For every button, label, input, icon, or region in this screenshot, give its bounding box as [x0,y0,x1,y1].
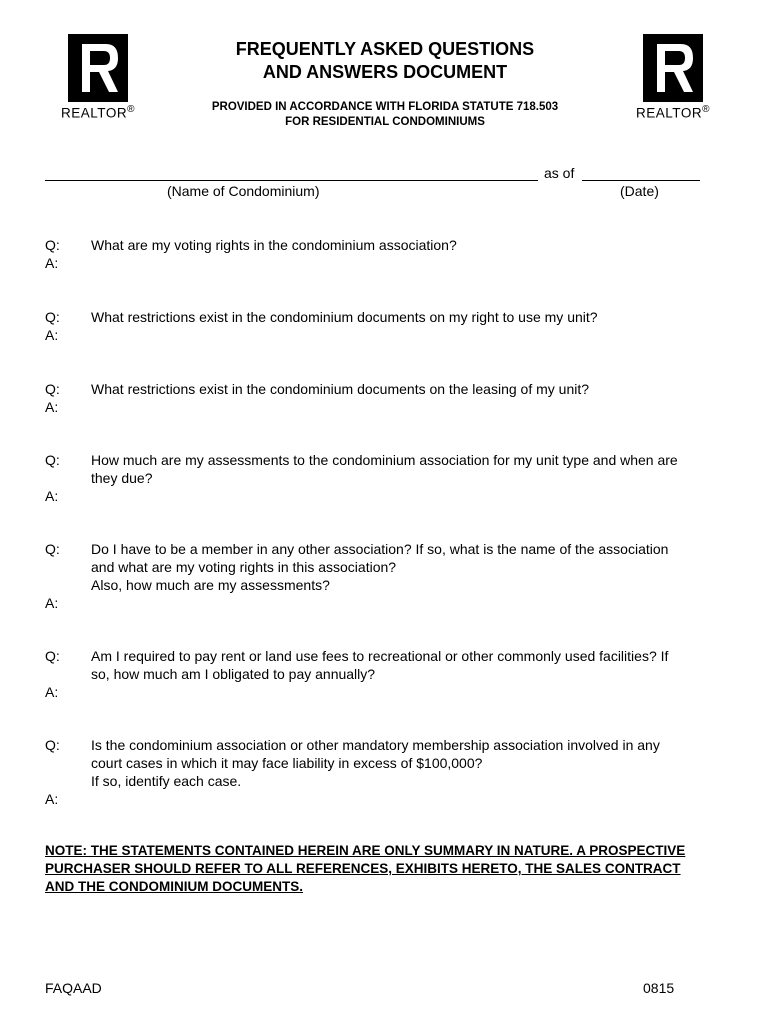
question-row [45,308,735,326]
answer-row[interactable] [45,683,735,701]
question-label: Q: [45,452,60,468]
condominium-name-label: (Name of Condominium) [167,183,320,199]
revision-code: 0815 [643,980,675,996]
note-line: AND THE CONDOMINIUM DOCUMENTS. [45,879,303,894]
question-line: What restrictions exist in the condominium documents on my right to use my unit? [91,309,598,325]
qa-item [45,236,735,272]
date-label: (Date) [620,183,659,199]
question-label: Q: [45,381,60,397]
question-text [91,540,735,594]
question-label: Q: [45,541,60,557]
answer-label: A: [45,595,59,611]
qa-item [45,736,735,808]
qa-item [45,647,735,701]
answer-label: A: [45,399,59,415]
question-row [45,380,735,398]
question-text [91,308,735,326]
question-line: so, how much am I obligated to pay annually? [91,666,376,682]
question-row [45,736,735,790]
question-row [45,236,735,254]
answer-row[interactable] [45,254,735,272]
condominium-name-blank[interactable] [45,180,538,181]
question-line: court cases in which it may face liability in excess of $100,000? [91,755,483,771]
realtor-logo-text: REALTOR® [61,104,135,121]
question-text [91,647,735,683]
note-line: PURCHASER SHOULD REFER TO ALL REFERENCES, EXHIBITS HERETO, THE SALES CONTRACT [45,861,681,876]
answer-row[interactable] [45,487,735,505]
answer-row[interactable] [45,594,735,612]
question-row [45,451,735,487]
answer-row[interactable] [45,326,735,344]
realtor-logo-text: REALTOR® [636,104,710,121]
question-label: Q: [45,737,60,753]
document-subtitle [160,100,610,130]
question-label: Q: [45,237,60,253]
question-text [91,451,735,487]
question-row [45,540,735,594]
realtor-logo-left [54,34,142,121]
realtor-logo-right [629,34,717,121]
question-text [91,736,735,790]
note-line: NOTE: THE STATEMENTS CONTAINED HEREIN ARE ONLY SUMMARY IN NATURE. A PROSPECTIVE [45,843,686,858]
realtor-r-icon [68,34,128,102]
date-blank[interactable] [582,180,700,181]
question-line: they due? [91,470,153,486]
answer-row[interactable] [45,790,735,808]
question-text [91,236,735,254]
question-line: Do I have to be a member in any other association? If so, what is the name of the association [91,541,669,557]
answer-label: A: [45,488,59,504]
question-line: Is the condominium association or other mandatory membership association involved in any [91,737,660,753]
question-label: Q: [45,648,60,664]
question-line: If so, identify each case. [91,773,242,789]
condominium-fill-line [45,164,715,184]
question-line: How much are my assessments to the condominium association for my unit type and when are [91,452,678,468]
qa-item [45,451,735,505]
answer-label: A: [45,255,59,271]
form-code: FAQAAD [45,980,102,996]
disclaimer-note [45,842,725,896]
question-text [91,380,735,398]
answer-label: A: [45,327,59,343]
question-line: What restrictions exist in the condominium documents on the leasing of my unit? [91,381,590,397]
question-line: and what are my voting rights in this association? [91,559,397,575]
subtitle-line: PROVIDED IN ACCORDANCE WITH FLORIDA STATUTE 718.503 [211,101,559,113]
document-title [160,38,610,84]
qa-item [45,380,735,416]
question-line: Also, how much are my assessments? [91,577,330,593]
qa-item [45,540,735,612]
question-line: What are my voting rights in the condominium association? [91,237,457,253]
realtor-r-icon [643,34,703,102]
question-row [45,647,735,683]
question-line: Am I required to pay rent or land use fees to recreational or other commonly used facilities? If [91,648,669,664]
question-label: Q: [45,309,60,325]
title-line: FREQUENTLY ASKED QUESTIONS [235,39,535,59]
subtitle-line: FOR RESIDENTIAL CONDOMINIUMS [285,116,485,128]
answer-label: A: [45,791,59,807]
qa-item [45,308,735,344]
as-of-label: as of [544,165,575,181]
answer-label: A: [45,684,59,700]
title-line: AND ANSWERS DOCUMENT [262,62,508,82]
answer-row[interactable] [45,398,735,416]
